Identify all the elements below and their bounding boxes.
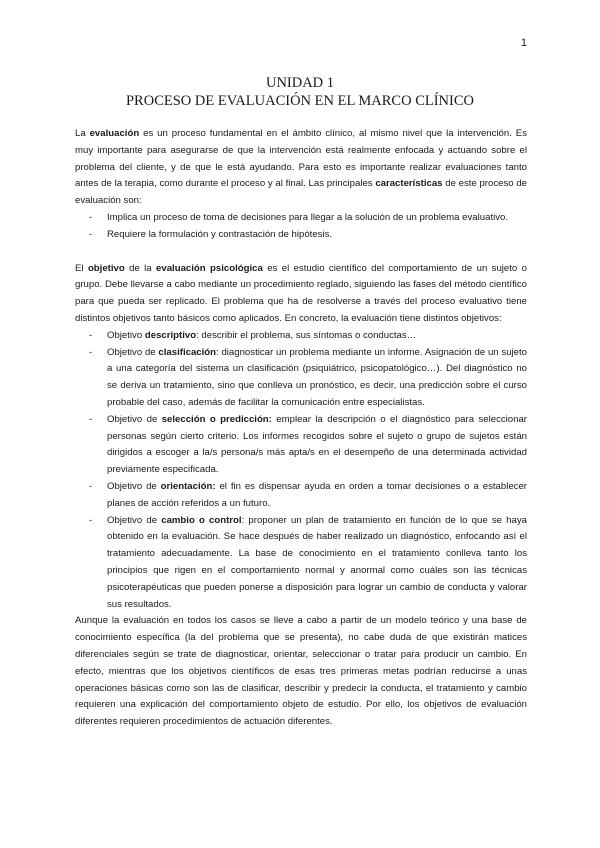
unit-heading: UNIDAD 1 — [265, 75, 335, 91]
document-body — [75, 126, 527, 731]
list-item: - Objetivo descriptivo: describir el problema, sus síntomas o conductas… — [75, 328, 527, 345]
term-evaluacion: evaluación — [89, 128, 140, 139]
page-title — [0, 74, 600, 110]
term-caracteristicas: características — [375, 178, 443, 190]
term-objetivo: objetivo — [87, 262, 125, 274]
list-item: - Implica un proceso de toma de decisiones para llegar a la solución de un problema evaluativo. — [75, 210, 527, 227]
objectives-list — [75, 328, 527, 614]
characteristics-list — [75, 210, 527, 244]
term-evaluacion-psicologica: evaluación psicológica — [156, 262, 263, 274]
list-item: - Objetivo de orientación: el fin es dispensar ayuda en orden a tomar decisiones o a establecer planes de acción referidos a un futuro. — [75, 479, 527, 513]
unit-subheading: PROCESO DE EVALUACIÓN EN EL MARCO CLÍNICO — [125, 93, 474, 109]
objective-paragraph: El objetivo de la evaluación psicológica es el estudio científico del comportamiento de un sujeto o grupo. Debe llevarse a cabo mediante un procedimiento reglado, siguiendo las fases del método científico para que pueda ser replicado. El problema que ha de resolverse a través del proceso evaluativo tiene distintos objetivos tanto básicos como aplicados. En concreto, la evaluación tiene distintos objetivos: — [75, 262, 528, 324]
list-item: - Objetivo de selección o predicción: emplear la descripción o el diagnóstico para seleccionar personas según cierto criterio. Los informes recogidos sobre el sujeto o grupo de sujetos están dirigidos a escoger a la/s persona/s más apta/s en el desempeño de una determinada actividad previamente especificada. — [75, 412, 527, 479]
list-item: - Objetivo de clasificación: diagnosticar un problema mediante un informe. Asignación de un sujeto a una categoría del sistema un clasificación (psiquiátrico, psicopatológico…). Del diagnóstico no se deriva un tratamiento, sino que conlleva un pronóstico, es decir, una predicción sobre el curso probable del caso, además de facilitar la comunicación entre especialistas. — [75, 345, 527, 412]
intro-paragraph: La evaluación es un proceso fundamental en el ámbito clínico, al mismo nivel que la intervención. Es muy importante para asegurarse de que la intervención está realmente enfocada y actuando sobre el problema del cliente, y de que le está ayudando. Para esto es importante realizar evaluaciones tanto antes de la terapia, como durante el proceso y al final. Las principales características de este proceso de evaluación son: — [75, 128, 527, 207]
list-item: - Requiere la formulación y contrastación de hipótesis. — [75, 227, 527, 244]
conclusion-paragraph: Aunque la evaluación en todos los casos se lleve a cabo a partir de un modelo teórico y una base de conocimiento específica (la del problema que se presenta), no cabe duda de que existirán matices diferenciales según se trate de diagnosticar, orientar, seleccionar o tratar para producir un cambio. En efecto, mientras que los objetivos científicos de esas tres primeras metas podrían reducirse a unas operaciones básicas como son las de clasificar, describir y predecir la conducta, el tratamiento y cambio requieren una explicación del comportamiento objeto de estudio. Por ello, los objetivos de evaluación diferentes requieren procedimientos de actuación diferentes. — [75, 615, 527, 728]
page-number: 1 — [520, 37, 527, 49]
list-item: - Objetivo de cambio o control: proponer un plan de tratamiento en función de lo que se haya obtenido en la evaluación. Se hace después de haber realizado un diagnóstico, enfocando así el tratamiento adecuadamente. La base de conocimiento en el tratamiento conlleva tanto los principios que rigen en el comportamiento normal y anormal como cuáles son las técnicas psicoterapéuticas que pueden ponerse a disposición para lograr un cambio de conducta y valorar sus resultados. — [75, 513, 527, 614]
